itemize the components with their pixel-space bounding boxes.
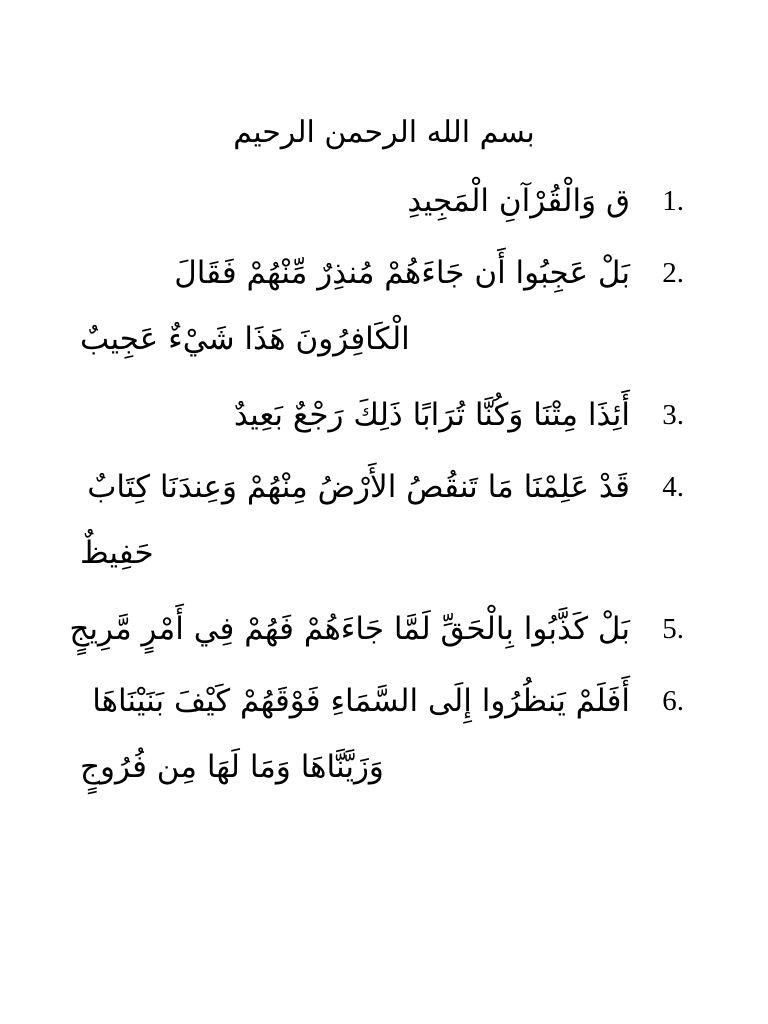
verse-text: بَلْ كَذَّبُوا بِالْحَقِّ لَمَّا جَاءَهُمْ فَهُمْ فِي أَمْرٍ مَّرِيجٍ (69, 611, 630, 647)
verse-number: 2. (662, 257, 684, 289)
verse-number: 4. (662, 471, 684, 503)
verse-number: 5. (662, 613, 684, 645)
verse-line (80, 240, 684, 306)
verse-continuation (80, 520, 684, 586)
verse-line (80, 168, 684, 234)
verse-3 (80, 382, 684, 448)
basmala-heading: بسم الله الرحمن الرحيم (233, 115, 535, 150)
verse-5 (69, 596, 684, 662)
verse-4 (80, 454, 684, 586)
verse-number: 1. (662, 185, 684, 217)
verse-text: بَلْ عَجِبُوا أَن جَاءَهُمْ مُنذِرٌ مِّنْهُمْ فَقَالَ (174, 255, 630, 291)
verse-text: أَئِذَا مِتْنَا وَكُنَّا تُرَابًا ذَلِكَ رَجْعٌ بَعِيدٌ (233, 397, 630, 433)
verse-continuation (80, 734, 684, 800)
verse-line (80, 454, 684, 520)
verse-text: أَفَلَمْ يَنظُرُوا إِلَى السَّمَاءِ فَوْقَهُمْ كَيْفَ بَنَيْنَاهَا (92, 683, 630, 719)
verse-6 (80, 668, 684, 800)
verse-1 (80, 168, 684, 234)
verse-2 (80, 240, 684, 372)
verse-number: 6. (662, 685, 684, 717)
verse-text: قَدْ عَلِمْنَا مَا تَنقُصُ الأَرْضُ مِنْهُمْ وَعِندَنَا كِتَابٌ (87, 469, 630, 505)
verse-text: الْكَافِرُونَ هَذَا شَيْءٌ عَجِيبٌ (80, 321, 410, 357)
verse-line (80, 668, 684, 734)
verse-line (80, 382, 684, 448)
verse-text: ق وَالْقُرْآنِ الْمَجِيدِ (407, 183, 630, 219)
verse-text: وَزَيَّنَّاهَا وَمَا لَهَا مِن فُرُوجٍ (80, 749, 384, 785)
verse-line (69, 596, 684, 662)
verse-text: حَفِيظٌ (80, 535, 154, 571)
verse-continuation (80, 306, 684, 372)
verse-number: 3. (662, 399, 684, 431)
